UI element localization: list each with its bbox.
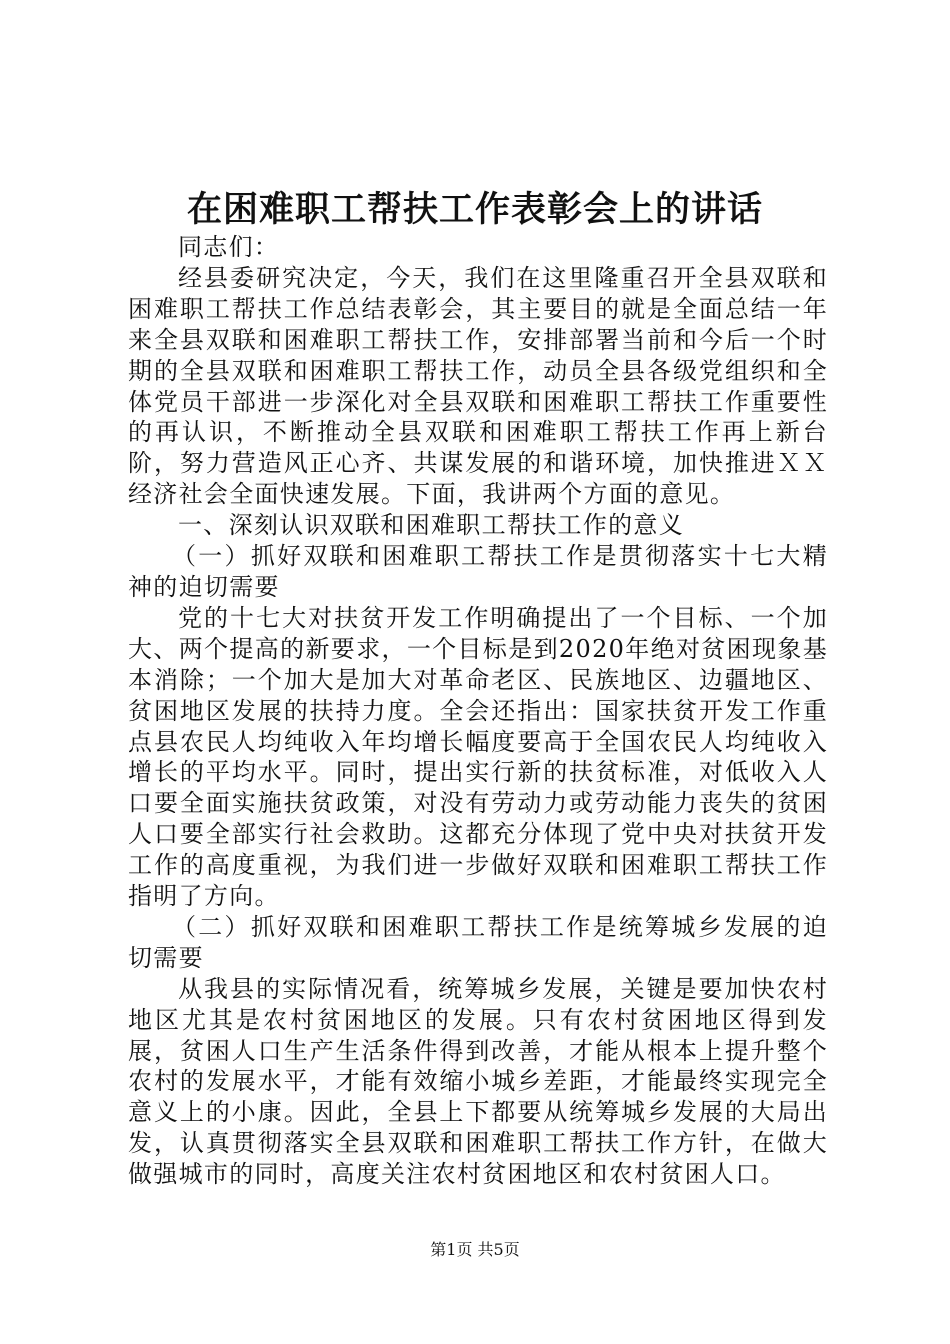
subsection-heading-2: （二）抓好双联和困难职工帮扶工作是统筹城乡发展的迫切需要 [128,912,828,972]
intro-paragraph: 经县委研究决定，今天，我们在这里隆重召开全县双联和困难职工帮扶工作总结表彰会，其主要目的就是全面总结一年来全县双联和困难职工帮扶工作，安排部署当前和今后一个时期的全县双联和困难职工帮扶工作，动员全县各级党组织和全体党员干部进一步深化对全县双联和困难职工帮扶工作重要性的再认识，不断推动全县双联和困难职工帮扶工作再上新台阶，努力营造风正心齐、共谋发展的和谐环境，加快推进ＸＸ经济社会全面快速发展。下面，我讲两个方面的意见。 [128,263,828,509]
salutation: 同志们： [178,233,280,261]
document-title: 在困难职工帮扶工作表彰会上的讲话 [186,189,763,230]
section-heading-1: 一、深刻认识双联和困难职工帮扶工作的意义 [178,511,684,540]
body-paragraph-2: 从我县的实际情况看，统筹城乡发展，关键是要加快农村地区尤其是农村贫困地区的发展。只有农村贫困地区得到发展，贫困人口生产生活条件得到改善，才能从根本上提升整个农村的发展水平，才能有效缩小城乡差距，才能最终实现完全意义上的小康。因此，全县上下都要从统筹城乡发展的大局出发，认真贯彻落实全县双联和困难职工帮扶工作方针，在做大做强城市的同时，高度关注农村贫困地区和农村贫困人口。 [128,974,828,1189]
page-number-footer: 第1页 共5页 [430,1240,520,1259]
subsection-heading-1: （一）抓好双联和困难职工帮扶工作是贯彻落实十七大精神的迫切需要 [128,542,828,601]
document-body [128,232,828,1190]
body-paragraph-1: 党的十七大对扶贫开发工作明确提出了一个目标、一个加大、两个提高的新要求，一个目标是到2020年绝对贫困现象基本消除；一个加大是加大对革命老区、民族地区、边疆地区、贫困地区发展的扶持力度。全会还指出：国家扶贫开发工作重点县农民人均纯收入年均增长幅度要高于全国农民人均纯收入增长的平均水平。同时，提出实行新的扶贫标准，对低收入人口要全面实施扶贫政策，对没有劳动力或劳动能力丧失的贫困人口要全部实行社会救助。这都充分体现了党中央对扶贫开发工作的高度重视，为我们进一步做好双联和困难职工帮扶工作指明了方向。 [128,603,828,911]
